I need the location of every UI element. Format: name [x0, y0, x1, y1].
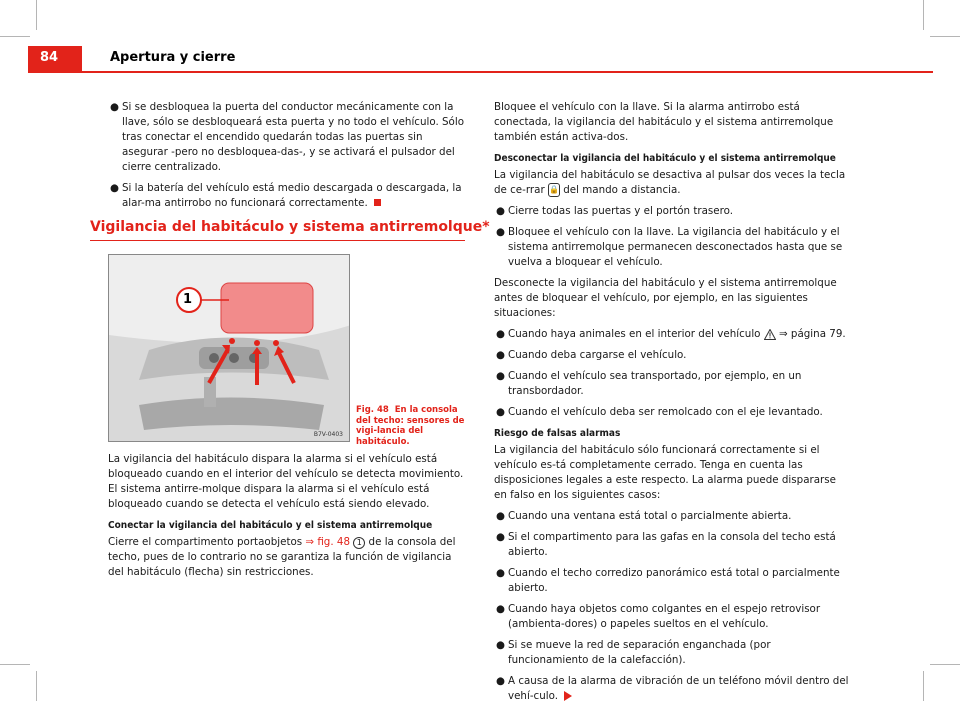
- section-rule: [90, 240, 465, 241]
- list-item: ● Si la batería del vehículo está medio descargada o descargada, la alar-ma antirrobo no funcionará correctamente.: [110, 182, 462, 209]
- list-item: ● Cuando el vehículo deba ser remolcado con el eje levantado.: [496, 406, 823, 418]
- list-item: ● Cuando deba cargarse el vehículo.: [496, 349, 687, 361]
- continue-arrow-icon: [564, 691, 572, 701]
- paragraph: Bloquee el vehículo con la llave. Si la alarma antirrobo está conectada, la vigilancia del habitáculo y el sistema antirremolque también están activa-dos.: [494, 101, 834, 143]
- section-title: Vigilancia del habitáculo y sistema antirremolque*: [90, 219, 490, 235]
- paragraph: La vigilancia del habitáculo sólo funcionará correctamente si el vehículo es-tá completamente cerrado. Tenga en cuenta las disposiciones legales a este respecto. La alarma puede dispararse en falso en los siguientes casos:: [494, 444, 836, 501]
- list-item: ● Cuando haya animales en el interior del vehículo ⇒ página 79.: [496, 328, 846, 340]
- list-item: ● Cuando el techo corredizo panorámico está total o parcialmente abierto.: [496, 567, 840, 594]
- list-item: ● Si el compartimento para las gafas en la consola del techo está abierto.: [496, 531, 836, 558]
- list-item: ● Cierre todas las puertas y el portón trasero.: [496, 205, 734, 217]
- roof-console-illustration: [109, 255, 350, 442]
- warning-triangle-icon: [764, 329, 776, 340]
- crop-mark: [923, 671, 924, 701]
- paragraph: La vigilancia del habitáculo se desactiva al pulsar dos veces la tecla de ce-rrar 🔒 del mando a distancia.: [494, 169, 846, 196]
- crop-mark: [36, 0, 37, 30]
- figure-roof-console: [108, 254, 350, 442]
- page-header-title: Apertura y cierre: [110, 50, 236, 65]
- figure-code: B7V-0403: [313, 431, 343, 438]
- paragraph: Cierre el compartimento portaobjetos ⇒ fig. 48 1 de la consola del techo, pues de lo contrario no se garantiza la función de vigilancia del habitáculo (flecha) sin restricciones.: [108, 536, 456, 578]
- right-column: [494, 100, 852, 701]
- subheading: Desconectar la vigilancia del habitáculo y el sistema antirremolque: [494, 153, 836, 164]
- list-item: ● Cuando el vehículo sea transportado, por ejemplo, en un transbordador.: [496, 370, 802, 397]
- crop-mark: [36, 671, 37, 701]
- list-item: ● Cuando una ventana está total o parcialmente abierta.: [496, 510, 792, 522]
- subheading: Conectar la vigilancia del habitáculo y el sistema antirremolque: [108, 520, 433, 531]
- crop-mark: [930, 664, 960, 665]
- crop-mark: [930, 36, 960, 37]
- lock-key-icon: 🔒: [548, 183, 560, 197]
- figure-reference-link[interactable]: ⇒ fig. 48: [305, 536, 350, 548]
- crop-mark: [923, 0, 924, 30]
- list-item: ● Si se mueve la red de separación enganchada (por funcionamiento de la calefacción).: [496, 639, 771, 666]
- list-item: ● A causa de la alarma de vibración de un teléfono móvil dentro del vehí-culo.: [496, 675, 849, 701]
- crop-mark: [0, 664, 30, 665]
- header-rule: [28, 71, 933, 73]
- list-item: ● Cuando haya objetos como colgantes en el espejo retrovisor (ambienta-dores) o papeles sueltos en el vehículo.: [496, 603, 821, 630]
- list-item: ● Si se desbloquea la puerta del conductor mecánicamente con la llave, sólo se desbloqueará esta puerta y no todo el vehículo. Sólo tras conectar el encendido quedarán todas las puertas sin asegurar -pero no desbloquea-das-, y se activará el pulsador del cierre centralizado.: [110, 101, 465, 173]
- page-number: 84: [40, 50, 59, 65]
- left-column-top: [108, 100, 465, 217]
- left-column-bottom: [108, 452, 465, 586]
- page-reference-link[interactable]: ⇒ página 79.: [775, 328, 846, 340]
- subheading: Riesgo de falsas alarmas: [494, 428, 621, 439]
- callout-number: 1: [353, 537, 365, 549]
- paragraph: La vigilancia del habitáculo dispara la alarma si el vehículo está bloqueado cuando en el interior del vehículo se detecta movimiento. El sistema antirre-molque dispara la alarma si el vehículo está bloqueado cuando se detecta el vehículo está siendo elevado.: [108, 453, 464, 510]
- figure-callout-1: 1: [183, 292, 193, 307]
- list-item: ● Bloquee el vehículo con la llave. La vigilancia del habitáculo y el sistema antirremolque permanecen desconectados hasta que se vuelva a bloquear el vehículo.: [496, 226, 843, 268]
- section-end-marker: [374, 199, 381, 206]
- crop-mark: [0, 36, 30, 37]
- figure-caption: Fig. 48 En la consola del techo: sensores de vigi-lancia del habitáculo.: [356, 405, 465, 447]
- paragraph: Desconecte la vigilancia del habitáculo y el sistema antirremolque antes de bloquear el vehículo, por ejemplo, en las siguientes situaciones:: [494, 277, 837, 319]
